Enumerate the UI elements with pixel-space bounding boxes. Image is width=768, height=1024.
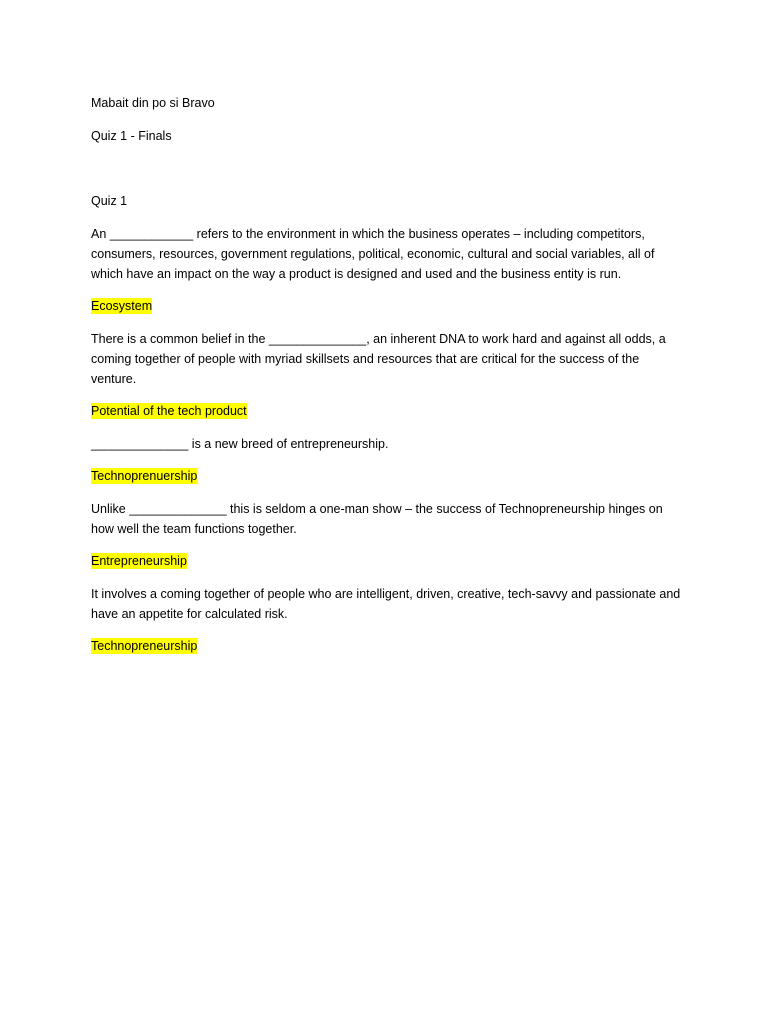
quiz-item: [91, 434, 681, 486]
quiz-item: [91, 499, 681, 571]
highlighted-answer: Technopreneurship: [91, 639, 198, 653]
quiz-item: [91, 329, 681, 421]
question-text: It involves a coming together of people who are intelligent, driven, creative, tech-savvy and passionate and have an appetite for calculated risk.: [91, 587, 681, 621]
question-text: ______________ is a new breed of entrepreneurship.: [91, 437, 389, 451]
highlighted-answer: Entrepreneurship: [91, 554, 187, 568]
highlighted-answer: Ecosystem: [91, 299, 153, 313]
highlighted-answer: Potential of the tech product: [91, 404, 247, 418]
quiz-item: [91, 584, 681, 656]
document-page: [91, 93, 681, 669]
section-heading: Quiz 1: [91, 194, 128, 208]
highlighted-answer: Technoprenuership: [91, 469, 198, 483]
question-text: There is a common belief in the ______________, an inherent DNA to work hard and against all odds, a coming together of people with myriad skillsets and resources that are critical for the success of the venture.: [91, 332, 666, 386]
question-text: An ____________ refers to the environment in which the business operates – including competitors, consumers, resources, government regulations, political, economic, cultural and social variables, all of which have an impact on the way a product is designed and used and the business entity is run.: [91, 227, 655, 281]
document-title: Mabait din po si Bravo: [91, 96, 215, 110]
question-text: Unlike ______________ this is seldom a one-man show – the success of Technopreneurship hinges on how well the team functions together.: [91, 502, 663, 536]
document-subtitle: Quiz 1 - Finals: [91, 129, 172, 143]
quiz-item: [91, 224, 681, 316]
